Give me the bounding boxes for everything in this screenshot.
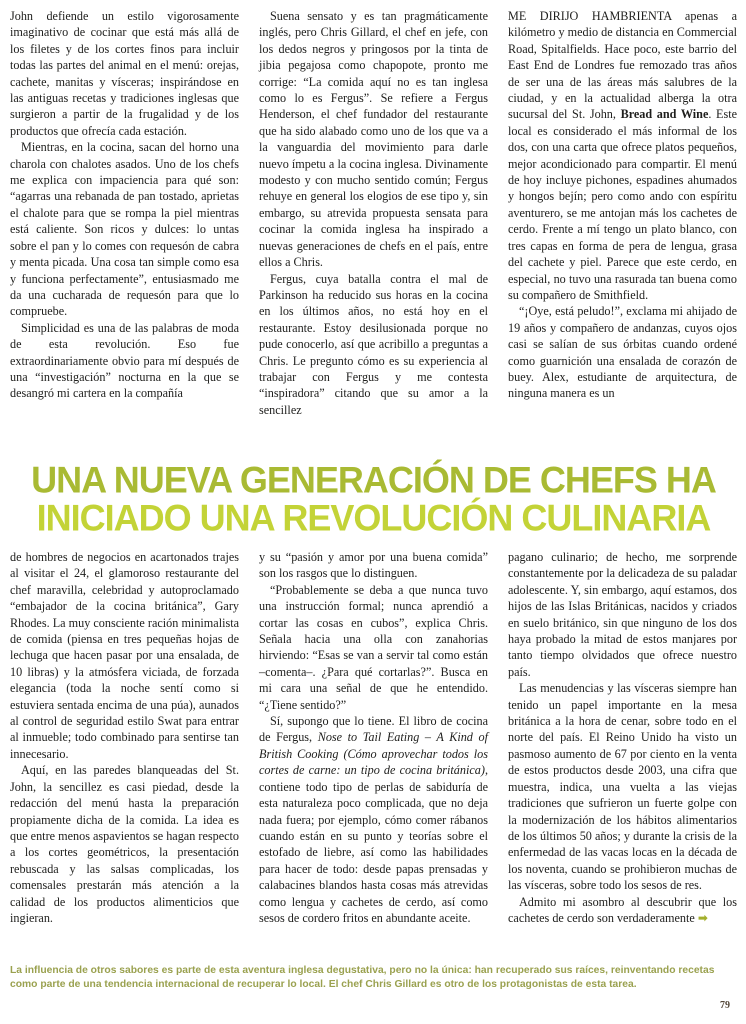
headline-line-2: INICIADO UNA REVOLUCIÓN CULINARIA (36, 496, 711, 539)
page-number: 79 (720, 1000, 730, 1011)
text-segment: Mientras, en la cocina, sacan del horno una charola con chalotes asados. Uno de los chefs me explica con impaciencia para qué son: “agarras una rebanada de pan tostado, aprietas el chalote para que se rompa la piel mientras está caliente. Son ricos y dulces: lo untas sobre el pan y lo comes con requesón de cabra y menta picada. Una cosa tan simple como esa y funciona perfectamente”, entusiasmado me da una cucharada de requesón para que lo compruebe. (10, 140, 239, 319)
text-segment: Aquí, en las paredes blanqueadas del St. John, la sencillez es casi piedad, desde la redacción del menú hasta la preparación propiamente dicha de la comida. La idea es que entre menos aspavientos se hagan respecto a los cortes geométricos, la presentación rebuscada y las salsas complicadas, los comensales prestarán más atención a la calidad de los productos alimenticios que ingieran. (10, 763, 239, 925)
text-segment: y su “pasión y amor por una buena comida” son los rasgos que lo distinguen. (259, 550, 488, 581)
paragraph (508, 894, 737, 927)
text-segment: Sí, supongo que lo tiene. El libro de cocina de Fergus, (259, 714, 488, 745)
text-segment: Simplicidad es una de las palabras de moda de esta revolución. Eso fue extraordinariamente obvio para mí después de una “investigación” nocturna en la que se desangró mi cartera en la compañía (10, 320, 239, 401)
paragraph (259, 8, 488, 271)
paragraph (508, 680, 737, 893)
photo-caption: La influencia de otros sabores es parte de esta aventura inglesa degustativa, pero no la única: han recuperado sus raíces, reinventando recetas como parte de una tendencia internacional de recuperar lo local. El chef Chris Gillard es otro de los protagonistas de esta tarea. (10, 965, 715, 990)
text-segment: Las menudencias y las vísceras siempre han tenido un papel importante en la mesa británica a la hora de cenar, sobre todo en el norte del país. El Reino Unido ha visto un pasmoso aumento de 67 por ciento en la venta de estos productos desde 2003, una cifra que muestra, indica, una vuelta a las viejas tradiciones que sufrieron un fuerte golpe con la modernización de los hábitos alimentarios de los últimos 50 años; y durante la crisis de la enfermedad de las vacas locas en la década de los noventa, cuando se prohibieron muchas de las vísceras, sobre todo los sesos de res. (508, 681, 737, 893)
text-segment: Suena sensato y es tan pragmáticamente inglés, pero Chris Gillard, el chef en jefe, con los dedos negros y pringosos por la tinta de jibia pegajosa como chapopote, pronto me corrige: “La comida aquí no es tan inglesa como lo es Fergus”. Se refiere a Fergus Henderson, el chef fundador del restaurante que ha sido alabado como uno de los que va a la vanguardia del movimiento para darle nuevo ímpetu a la cocina inglesa. Divinamente modesto y con mucho sentido común; Fergus rehuye en general los elogios de ese tipo y, sin embargo, su atrevida propuesta sensata para cocinar la comida inglesa ha inspirado a nuevas generaciones de chefs en el país, entre ellos a Chris. (259, 9, 488, 270)
paragraph (508, 549, 737, 680)
paragraph (10, 139, 239, 319)
text-segment: Fergus, cuya batalla contra el mal de Parkinson ha reducido sus horas en la cocina en los últimos años, no está hoy en el restaurante. Estoy desilusionada porque no pude conocerlo, así que acribillo a preguntas a Chris. Le pregunto cómo es su experiencia al trabajar con Fergus y me contesta “inspiradora” citando que su amor a la sencillez (259, 271, 488, 417)
bottom-column-2 (259, 549, 488, 971)
text-segment: Admito mi asombro al descubrir que los cachetes de cerdo son verdaderamente (508, 894, 737, 925)
paragraph (10, 762, 239, 926)
paragraph (259, 271, 488, 419)
headline-line-1: UNA NUEVA GENERACIÓN DE CHEFS HA (31, 458, 716, 501)
paragraph (508, 8, 737, 303)
continuation-arrow-icon: ➡ (697, 910, 708, 925)
paragraph (259, 713, 488, 926)
paragraph (10, 320, 239, 402)
text-segment: Bread and Wine (620, 107, 709, 122)
text-segment: de hombres de negocios en acartonados trajes al visitar el 24, el glamoroso restaurante del chef maravilla, celebridad y autoproclamado “embajador de la cocina británica”, Gary Rhodes. La muy consciente ración minimalista de comida (piensa en tres pequeñas hojas de lechuga que hacen pasar por una ensalada, de 10 libras) y la atmósfera viciada, de forzada elegancia (toda la noche sentí como si estuviera sentada encima de una púa), aunados al control de seguridad estilo Swat para entrar al inmueble; todo combinado para sentirse tan innecesario. (10, 550, 239, 761)
top-text-section (10, 8, 737, 458)
pull-quote-headline (10, 458, 737, 541)
bottom-column-3 (508, 549, 737, 971)
text-segment: , contiene todo tipo de perlas de sabiduría de esta naturaleza poco complicada, que no deja nada fuera; por ejemplo, cómo comer rábanos cuando están en su punto y teorías sobre el estofado de liebre, así como las habilidades para hacer de todo: desde papas prensadas y calabacines blandos hasta cosas más atrevidas como lengua y cachetes de cerdo, así como sesos de cordero fritos en abundante aceite. (259, 763, 488, 925)
bottom-column-1 (10, 549, 239, 971)
text-segment: ME DIRIJO HAMBRIENTA apenas a kilómetro y medio de distancia en Commercial Road, Spitalfields. Hace poco, este barrio del East End de Londres fue remozado tras años de ser una de las áreas más salubres de la ciudad, y en la actualidad alberga la otra sucursal del St. John, (508, 9, 737, 122)
text-segment: John defiende un estilo vigorosamente imaginativo de cocinar que está más allá de los filetes y de los cortes finos para incluir todas las partes del animal en el menú: orejas, cachete, manitas y vísceras; inspirándose en las antiguas recetas y tradiciones inglesas que surgieron a partir de la frugalidad y de los productos que ofrecía cada estación. (10, 9, 239, 138)
top-column-2 (259, 8, 488, 458)
paragraph (10, 549, 239, 762)
bottom-text-section (10, 549, 737, 971)
paragraph (259, 549, 488, 582)
paragraph (508, 303, 737, 401)
text-segment: “Probablemente se deba a que nunca tuvo una instrucción formal; nunca aprendió a cortar las cosas en cubos”, explica Chris. Señala hacia una olla con zanahorias hirviendo: “Esas se van a servir tal como están –comenta–. ¿Para qué cortarlas?”. Busca en mi cara una señal de que he entendido. “¿Tiene sentido?” (259, 582, 488, 712)
paragraph (259, 582, 488, 713)
text-segment: . Este local es considerado el más informal de los dos, con una carta que ofrece platos pequeños, mejor acondicionado para compartir. El menú de hoy incluye pichones, espadines ahumados y hongos bejín; pero como ando con espíritu aventurero, se me antojan más los cachetes de cerdo. Frente a mí tengo un plato blanco, con tres capas en forma de pera de lengua, grasa del cachete y piel. Parece que este cerdo, en especial, no tuvo una rasurada tan buena como su compañero de Smithfield. (508, 107, 737, 302)
text-segment: “¡Oye, está peludo!”, exclama mi ahijado de 19 años y compañero de andanzas, cuyos ojos casi se salían de sus órbitas cuando ordené como guarnición una ensalada de corazón de buey. Alex, estudiante de arquitectura, de ninguna manera es un (508, 304, 737, 401)
top-column-1 (10, 8, 239, 458)
paragraph (10, 8, 239, 139)
text-segment: pagano culinario; de hecho, me sorprende constantemente por la delicadeza de su paladar adolescente. Y, sin embargo, aquí estamos, dos hijos de las Islas Británicas, nacidos y criados en suelo británico, sin que ninguno de los dos haya probado la mitad de estos manjares por tanto tiempo olvidados que ofrece nuestro país. (508, 550, 737, 679)
top-column-3 (508, 8, 737, 458)
text-segment: Nose to Tail Eating – A Kind of British Cooking (Cómo aprovechar todos los cortes de carne: un tipo de cocina británica) (259, 730, 488, 778)
